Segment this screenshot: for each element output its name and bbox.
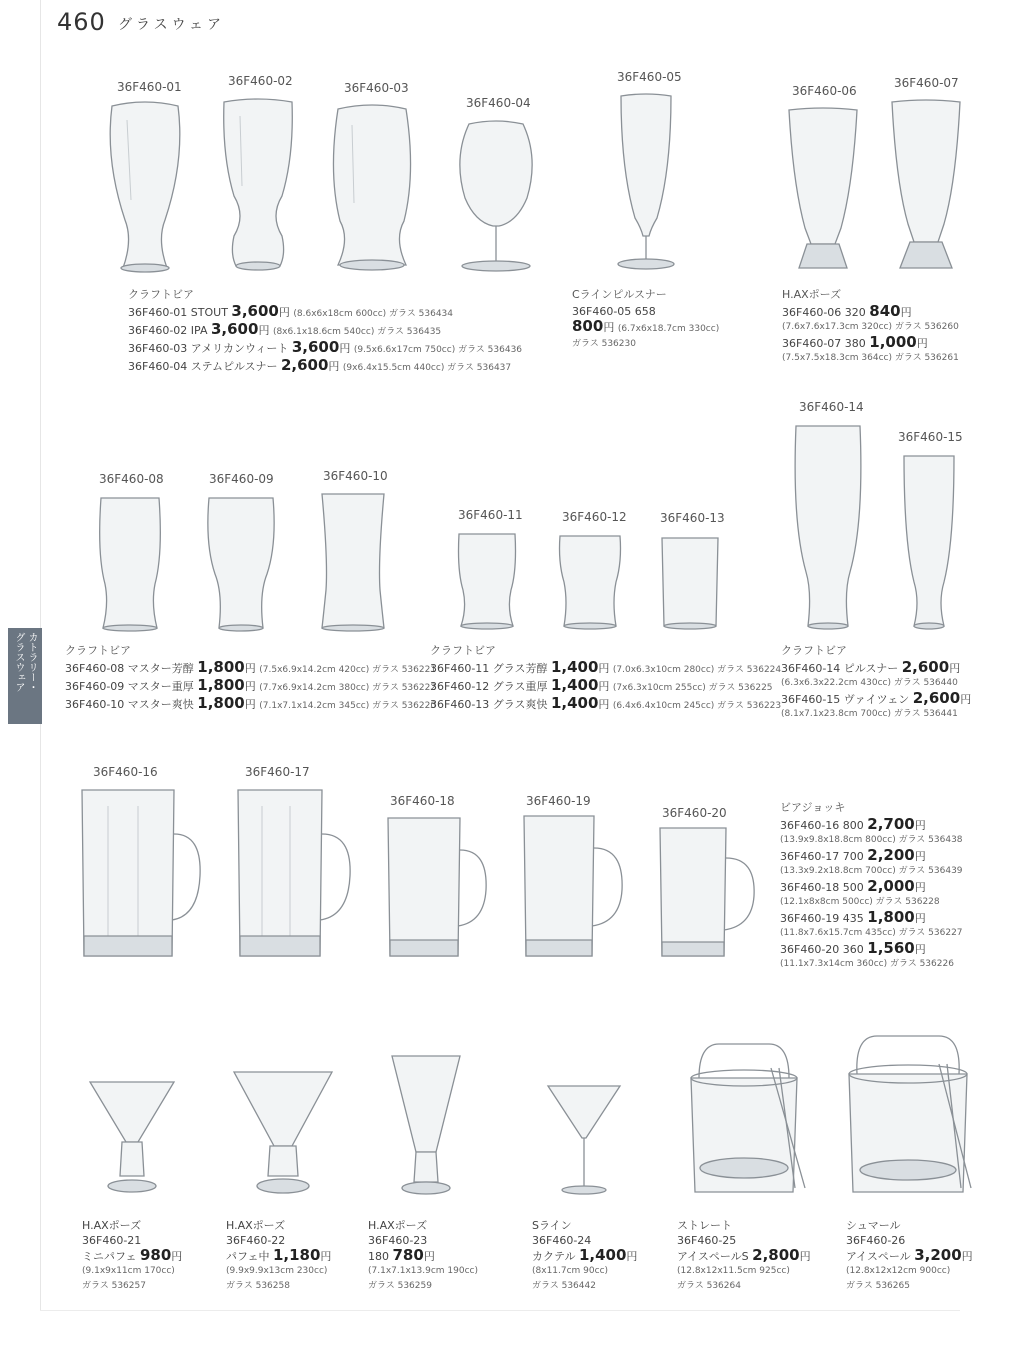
product-name: 36F460-20 360	[780, 943, 864, 956]
product-spec: (8x6.1x18.6cm 540cc) ガラス 536435	[272, 327, 442, 337]
product-code: 36F460-25	[677, 1234, 737, 1247]
product-name: カクテル	[532, 1250, 576, 1263]
product-price: 2,200	[867, 846, 915, 864]
beer-mug-block	[780, 800, 963, 972]
product-row	[82, 1248, 182, 1264]
product-code-12: 36F460-12	[562, 510, 627, 524]
price-unit: 円	[598, 680, 610, 693]
price-unit: 円	[914, 943, 926, 956]
product-row	[430, 696, 781, 714]
product-name: 36F460-08 マスター芳醇	[65, 662, 194, 675]
product-price: 980	[139, 1246, 172, 1264]
price-unit: 円	[244, 680, 256, 693]
product-code: 36F460-26	[846, 1234, 906, 1247]
product-price: 3,600	[291, 338, 340, 356]
category-label: Cラインピルスナー	[572, 288, 667, 301]
product-row	[782, 335, 959, 351]
product-material: ガラス 536264	[677, 1281, 741, 1291]
price-unit: 円	[603, 321, 615, 334]
product-row	[532, 1248, 637, 1264]
product-spec: (8.6x6x18cm 600cc) ガラス 536434	[293, 309, 454, 319]
product-material: ガラス 536257	[82, 1281, 146, 1291]
parfait-glass-image	[230, 1066, 336, 1196]
page-number: 460	[57, 8, 106, 36]
product-price: 840	[869, 302, 901, 320]
price-unit: 円	[328, 360, 340, 373]
product-spec: (11.8x7.6x15.7cm 435cc) ガラス 536227	[780, 928, 963, 938]
product-material: ガラス 536259	[368, 1281, 432, 1291]
price-unit: 円	[423, 1250, 435, 1263]
product-code-14: 36F460-14	[799, 400, 864, 414]
price-unit: 円	[258, 324, 270, 337]
price-unit: 円	[799, 1250, 811, 1263]
product-spec: (13.3x9.2x18.8cm 700cc) ガラス 536439	[780, 866, 963, 876]
stout-glass-image	[105, 100, 185, 275]
product-name: 36F460-19 435	[780, 912, 864, 925]
product-spec: (8.1x7.1x23.8cm 700cc) ガラス 536441	[781, 709, 958, 719]
product-row	[780, 910, 963, 926]
product-row	[780, 817, 963, 833]
price-unit: 円	[244, 662, 256, 675]
product-name: 36F460-17 700	[780, 850, 864, 863]
beer-mug-435-image	[520, 812, 628, 962]
beer-mug-500-image	[384, 814, 492, 962]
product-price: 1,800	[867, 908, 915, 926]
product-material: ガラス 536265	[846, 1281, 910, 1291]
category-label: クラフトビア	[781, 644, 847, 657]
product-row	[781, 660, 971, 676]
price-unit: 円	[916, 337, 928, 350]
c-line-pilsner-glass-image	[615, 90, 677, 275]
product-row	[226, 1248, 331, 1264]
product-price: 1,800	[197, 694, 245, 712]
product-price: 2,600	[901, 658, 950, 676]
ice-pail-image	[843, 1030, 973, 1202]
product-code: 36F460-23	[368, 1234, 428, 1247]
product-price: 780	[392, 1246, 424, 1264]
product-price: 3,600	[210, 320, 259, 338]
product-code-16: 36F460-16	[93, 765, 158, 779]
footer-rule	[40, 1310, 960, 1311]
ipa-glass-image	[220, 96, 296, 274]
category-label: クラフトビア	[128, 288, 194, 301]
product-price: 1,180	[272, 1246, 321, 1264]
product-row	[780, 879, 963, 895]
product-code-04: 36F460-04	[466, 96, 531, 110]
product-code-19: 36F460-19	[526, 794, 591, 808]
product-price: 1,400	[550, 658, 599, 676]
product-price: 2,600	[912, 689, 961, 707]
section-tab[interactable]	[8, 628, 42, 724]
beer-mug-360-image	[656, 824, 760, 962]
product-name: 36F460-11 グラス芳醇	[430, 662, 548, 675]
product-name: 36F460-07 380	[782, 337, 866, 350]
glass-rich-image	[455, 530, 519, 632]
product-name: 36F460-15 ヴァイツェン	[781, 693, 910, 706]
product-price: 1,560	[867, 939, 915, 957]
stem-pilsner-glass-image	[455, 118, 537, 274]
product-row	[780, 848, 963, 864]
product-row	[782, 304, 959, 320]
product-name: 36F460-06 320	[782, 306, 866, 319]
product-code: 36F460-22	[226, 1234, 286, 1247]
master-heavy-glass-image	[205, 494, 277, 634]
product-name: 36F460-16 800	[780, 819, 864, 832]
product-code-03: 36F460-03	[344, 81, 409, 95]
product-code-07: 36F460-07	[894, 76, 959, 90]
pilsner-glass-image	[790, 422, 866, 632]
product-row	[781, 691, 971, 707]
product-name: 36F460-01 STOUT	[128, 306, 228, 319]
product-spec: (12.8x12x11.5cm 925cc)	[677, 1266, 790, 1276]
series-label: H.AXポーズ	[226, 1219, 286, 1232]
cocktail-glass-image	[544, 1082, 624, 1198]
product-price: 1,000	[869, 333, 917, 351]
product-price: 1,800	[197, 658, 245, 676]
american-wheat-glass-image	[330, 103, 414, 275]
bottom-product-21	[82, 1218, 182, 1294]
price-unit: 円	[914, 881, 926, 894]
hax-180-glass-image	[386, 1052, 466, 1198]
product-price: 2,700	[867, 815, 915, 833]
price-unit: 円	[914, 912, 926, 925]
price-unit: 円	[949, 662, 961, 675]
product-name: 36F460-02 IPA	[128, 324, 208, 337]
product-price: 1,400	[578, 1246, 627, 1264]
product-code-08: 36F460-08	[99, 472, 164, 486]
craft-beer-block-2	[65, 643, 436, 714]
product-name: 36F460-05 658	[572, 305, 656, 318]
product-row	[65, 678, 436, 696]
product-price: 3,200	[914, 1246, 962, 1264]
master-crisp-glass-image	[318, 490, 388, 634]
product-row	[572, 319, 719, 337]
series-label: H.AXポーズ	[82, 1219, 142, 1232]
product-code-13: 36F460-13	[660, 511, 725, 525]
price-unit: 円	[320, 1250, 332, 1263]
price-unit: 円	[598, 698, 610, 711]
product-name: 36F460-09 マスター重厚	[65, 680, 194, 693]
product-row	[846, 1248, 973, 1264]
category-label: ビアジョッキ	[780, 801, 846, 814]
product-code-20: 36F460-20	[662, 806, 727, 820]
product-row	[677, 1248, 811, 1264]
product-spec: (7.0x6.3x10cm 280cc) ガラス 536224	[612, 665, 782, 675]
price-unit: 円	[244, 698, 256, 711]
price-unit: 円	[598, 662, 610, 675]
price-unit: 円	[914, 850, 926, 863]
hax-380-glass-image	[888, 96, 964, 274]
series-label: ストレート	[677, 1219, 732, 1232]
product-price: 1,800	[197, 676, 245, 694]
series-label: シュマール	[846, 1219, 901, 1232]
product-code-15: 36F460-15	[898, 430, 963, 444]
product-name: アイスペール	[846, 1250, 911, 1263]
product-code: 36F460-24	[532, 1234, 592, 1247]
weizen-glass-image	[900, 452, 958, 632]
product-price: 2,600	[280, 356, 329, 374]
category-label: クラフトビア	[430, 644, 496, 657]
ice-pail-s-image	[685, 1038, 811, 1202]
product-row	[780, 941, 963, 957]
product-code-11: 36F460-11	[458, 508, 523, 522]
price-unit: 円	[914, 819, 926, 832]
product-price: 2,000	[867, 877, 915, 895]
hax-320-glass-image	[785, 104, 861, 274]
price-unit: 円	[171, 1250, 183, 1263]
product-price: 800	[572, 317, 604, 335]
beer-mug-800-image	[78, 786, 204, 962]
craft-beer-block-1	[128, 287, 522, 376]
product-name: 36F460-18 500	[780, 881, 864, 894]
c-line-block	[572, 287, 719, 352]
glass-crisp-image	[658, 534, 722, 632]
craft-beer-block-3	[430, 643, 781, 714]
glass-heavy-image	[556, 532, 624, 632]
product-code-18: 36F460-18	[390, 794, 455, 808]
section-tab-label-2: グラスウェア	[13, 632, 24, 692]
price-unit: 円	[626, 1250, 638, 1263]
product-material: ガラス 536230	[572, 339, 636, 349]
product-name: 36F460-14 ピルスナー	[781, 662, 899, 675]
page-title: グラスウェア	[118, 17, 226, 33]
bottom-product-23	[368, 1218, 478, 1294]
bottom-product-26	[846, 1218, 973, 1294]
product-spec: (7.5x7.5x18.3cm 364cc) ガラス 536261	[782, 353, 959, 363]
product-price: 1,400	[550, 694, 599, 712]
price-unit: 円	[339, 342, 351, 355]
section-tab-label-1: カトラリー・	[26, 632, 37, 692]
category-label: クラフトビア	[65, 644, 131, 657]
product-row	[128, 304, 522, 322]
product-price: 1,400	[550, 676, 599, 694]
product-code-09: 36F460-09	[209, 472, 274, 486]
product-row	[128, 358, 522, 376]
product-spec: (12.1x8x8cm 500cc) ガラス 536228	[780, 897, 940, 907]
product-name: アイスペールS	[677, 1250, 749, 1263]
product-code-17: 36F460-17	[245, 765, 310, 779]
price-unit: 円	[278, 306, 290, 319]
product-row	[65, 660, 436, 678]
product-code-10: 36F460-10	[323, 469, 388, 483]
product-spec: (7.1x7.1x13.9cm 190cc)	[368, 1266, 478, 1276]
category-label: H.AXポーズ	[782, 288, 842, 301]
product-name: 180	[368, 1250, 389, 1263]
product-material: ガラス 536258	[226, 1281, 290, 1291]
product-spec: (7.1x7.1x14.2cm 345cc) ガラス 536220	[259, 701, 437, 711]
product-code-01: 36F460-01	[117, 80, 182, 94]
price-unit: 円	[960, 693, 972, 706]
product-code-02: 36F460-02	[228, 74, 293, 88]
price-unit: 円	[961, 1250, 973, 1263]
bottom-product-22	[226, 1218, 331, 1294]
product-name: 36F460-13 グラス爽快	[430, 698, 548, 711]
bottom-product-24	[532, 1218, 637, 1294]
product-material: ガラス 536442	[532, 1281, 596, 1291]
product-row	[65, 696, 436, 714]
product-spec: (7.5x6.9x14.2cm 420cc) ガラス 536221	[259, 665, 437, 675]
product-spec: (9.5x6.6x17cm 750cc) ガラス 536436	[353, 345, 523, 355]
product-spec: (9.9x9.9x13cm 230cc)	[226, 1266, 328, 1276]
product-code-05: 36F460-05	[617, 70, 682, 84]
product-spec: (11.1x7.3x14cm 360cc) ガラス 536226	[780, 959, 954, 969]
product-spec: (9.1x9x11cm 170cc)	[82, 1266, 175, 1276]
product-spec: (9x6.4x15.5cm 440cc) ガラス 536437	[342, 363, 512, 373]
product-spec: (8x11.7cm 90cc)	[532, 1266, 609, 1276]
product-name: パフェ中	[226, 1250, 270, 1263]
product-name: 36F460-10 マスター爽快	[65, 698, 194, 711]
product-price: 3,600	[231, 302, 279, 320]
price-unit: 円	[900, 306, 912, 319]
product-row	[368, 1248, 478, 1264]
beer-mug-700-image	[234, 786, 354, 962]
product-spec: (6.4x6.4x10cm 245cc) ガラス 536223	[612, 701, 782, 711]
product-spec: (6.3x6.3x22.2cm 430cc) ガラス 536440	[781, 678, 958, 688]
product-price: 2,800	[752, 1246, 800, 1264]
series-label: Sライン	[532, 1219, 572, 1232]
product-name: 36F460-12 グラス重厚	[430, 680, 548, 693]
product-code-06: 36F460-06	[792, 84, 857, 98]
product-name: 36F460-04 ステムピルスナー	[128, 360, 278, 373]
product-code: 36F460-21	[82, 1234, 142, 1247]
mini-parfait-glass-image	[86, 1076, 178, 1194]
bottom-product-25	[677, 1218, 811, 1294]
product-spec: (13.9x9.8x18.8cm 800cc) ガラス 536438	[780, 835, 963, 845]
product-spec: (12.8x12x12cm 900cc)	[846, 1266, 951, 1276]
master-rich-glass-image	[95, 494, 165, 634]
product-row	[430, 678, 781, 696]
series-label: H.AXポーズ	[368, 1219, 428, 1232]
product-name: ミニパフェ	[82, 1250, 137, 1263]
product-spec: (7.7x6.9x14.2cm 380cc) ガラス 536222	[259, 683, 437, 693]
product-name: 36F460-03 アメリカンウィート	[128, 342, 289, 355]
product-row	[430, 660, 781, 678]
product-spec: (6.7x6x18.7cm 330cc)	[617, 324, 720, 334]
craft-beer-block-4	[781, 643, 971, 722]
product-spec: (7.6x7.6x17.3cm 320cc) ガラス 536260	[782, 322, 959, 332]
product-spec: (7x6.3x10cm 255cc) ガラス 536225	[612, 683, 773, 693]
hax-block-1	[782, 287, 959, 366]
